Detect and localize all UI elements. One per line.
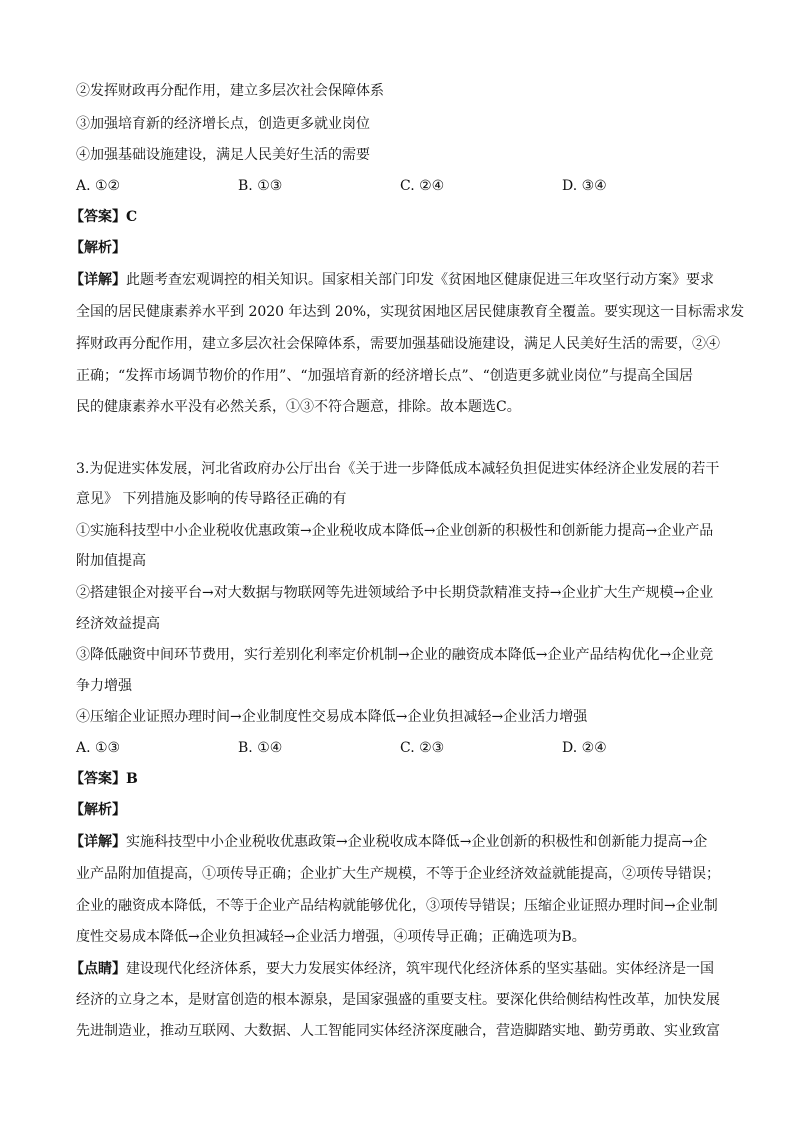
q2-item-3: ③加强培育新的经济增长点，创造更多就业岗位	[76, 116, 370, 132]
q2-item-2: ②发挥财政再分配作用，建立多层次社会保障体系	[76, 83, 384, 99]
q3-item-3-cont: 争力增强	[76, 678, 132, 694]
q3-option-c: C. ②③	[400, 740, 445, 756]
q3-answer: 【答案】B	[70, 771, 138, 787]
q3-stem-line-2: 意见》 下列措施及影响的传导路径正确的有	[76, 491, 347, 507]
q3-item-2-cont: 经济效益提高	[76, 616, 160, 632]
q2-option-a: A. ①②	[76, 178, 121, 194]
q3-detail-line-2: 业产品附加值提高，①项传导正确；企业扩大生产规模，不等于企业经济效益就能提高，②项传导错误；	[76, 866, 720, 882]
q3-comment-text: 建设现代化经济体系，要大力发展实体经济，筑牢现代化经济体系的坚实基础。实体经济是一国	[126, 961, 714, 977]
q2-option-d: D. ③④	[562, 178, 607, 194]
q3-item-3: ③降低融资中间环节费用，实行差别化利率定价机制→企业的融资成本降低→企业产品结构优化→企业竞	[76, 647, 714, 663]
q2-detail-line-1	[70, 270, 714, 290]
q3-comment-line-1	[70, 959, 714, 979]
q2-analysis-title: 【解析】	[70, 240, 126, 256]
q3-analysis-title: 【解析】	[70, 802, 126, 818]
q3-item-2: ②搭建银企对接平台→对大数据与物联网等先进领域给予中长期贷款精准支持→企业扩大生产规模→企业	[76, 585, 714, 601]
q2-detail-line-4: 正确；“发挥市场调节物价的作用”、“加强培育新的经济增长点”、“创造更多就业岗位”与提高全国居	[76, 368, 693, 384]
q2-detail-tag: 【详解】	[70, 272, 126, 288]
q3-detail-tag: 【详解】	[70, 834, 126, 850]
q2-option-c: C. ②④	[400, 178, 445, 194]
q3-option-a: A. ①③	[76, 740, 121, 756]
q2-answer: 【答案】C	[70, 209, 138, 225]
q3-option-d: D. ②④	[562, 740, 607, 756]
q2-detail-line-3: 挥财政再分配作用，建立多层次社会保障体系，需要加强基础设施建设，满足人民美好生活的需要，②④	[76, 336, 720, 352]
q2-item-4: ④加强基础设施建设，满足人民美好生活的需要	[76, 147, 370, 163]
q3-comment-tag: 【点睛】	[70, 961, 126, 977]
q3-detail-text: 实施科技型中小企业税收优惠政策→企业税收成本降低→企业创新的积极性和创新能力提高→企	[126, 834, 708, 850]
q3-option-b: B. ①④	[238, 740, 283, 756]
q3-stem-line-1: 3.为促进实体发展，河北省政府办公厅出台《关于进一步降低成本减轻负担促进实体经济企业发展的若干	[76, 461, 720, 477]
q2-detail-line-2: 全国的居民健康素养水平到 2020 年达到 20%，实现贫困地区居民健康教育全覆盖。要实现这一目标需求发	[76, 304, 745, 320]
q3-item-1-cont: 附加值提高	[76, 553, 146, 569]
q3-comment-line-3: 先进制造业，推动互联网、大数据、人工智能同实体经济深度融合，营造脚踏实地、勤劳勇敢、实业致富	[76, 1023, 720, 1039]
q3-detail-line-4: 度性交易成本降低→企业负担减轻→企业活力增强，④项传导正确；正确选项为B。	[76, 929, 586, 945]
q2-detail-text: 此题考查宏观调控的相关知识。国家相关部门印发《贫困地区健康促进三年攻坚行动方案》要求	[126, 272, 714, 288]
q3-comment-line-2: 经济的立身之本，是财富创造的根本源泉，是国家强盛的重要支柱。要深化供给侧结构性改革，加快发展	[76, 992, 720, 1008]
q2-detail-line-5: 民的健康素养水平没有必然关系，①③不符合题意，排除。故本题选C。	[76, 399, 521, 415]
q3-detail-line-1	[70, 832, 707, 852]
q3-detail-line-3: 企业的融资成本降低，不等于企业产品结构就能够优化，③项传导错误；压缩企业证照办理时间→企业制	[76, 898, 718, 914]
q3-item-1: ①实施科技型中小企业税收优惠政策→企业税收成本降低→企业创新的积极性和创新能力提高→企业产品	[76, 523, 714, 539]
q3-item-4: ④压缩企业证照办理时间→企业制度性交易成本降低→企业负担减轻→企业活力增强	[76, 709, 588, 725]
q2-option-b: B. ①③	[238, 178, 283, 194]
